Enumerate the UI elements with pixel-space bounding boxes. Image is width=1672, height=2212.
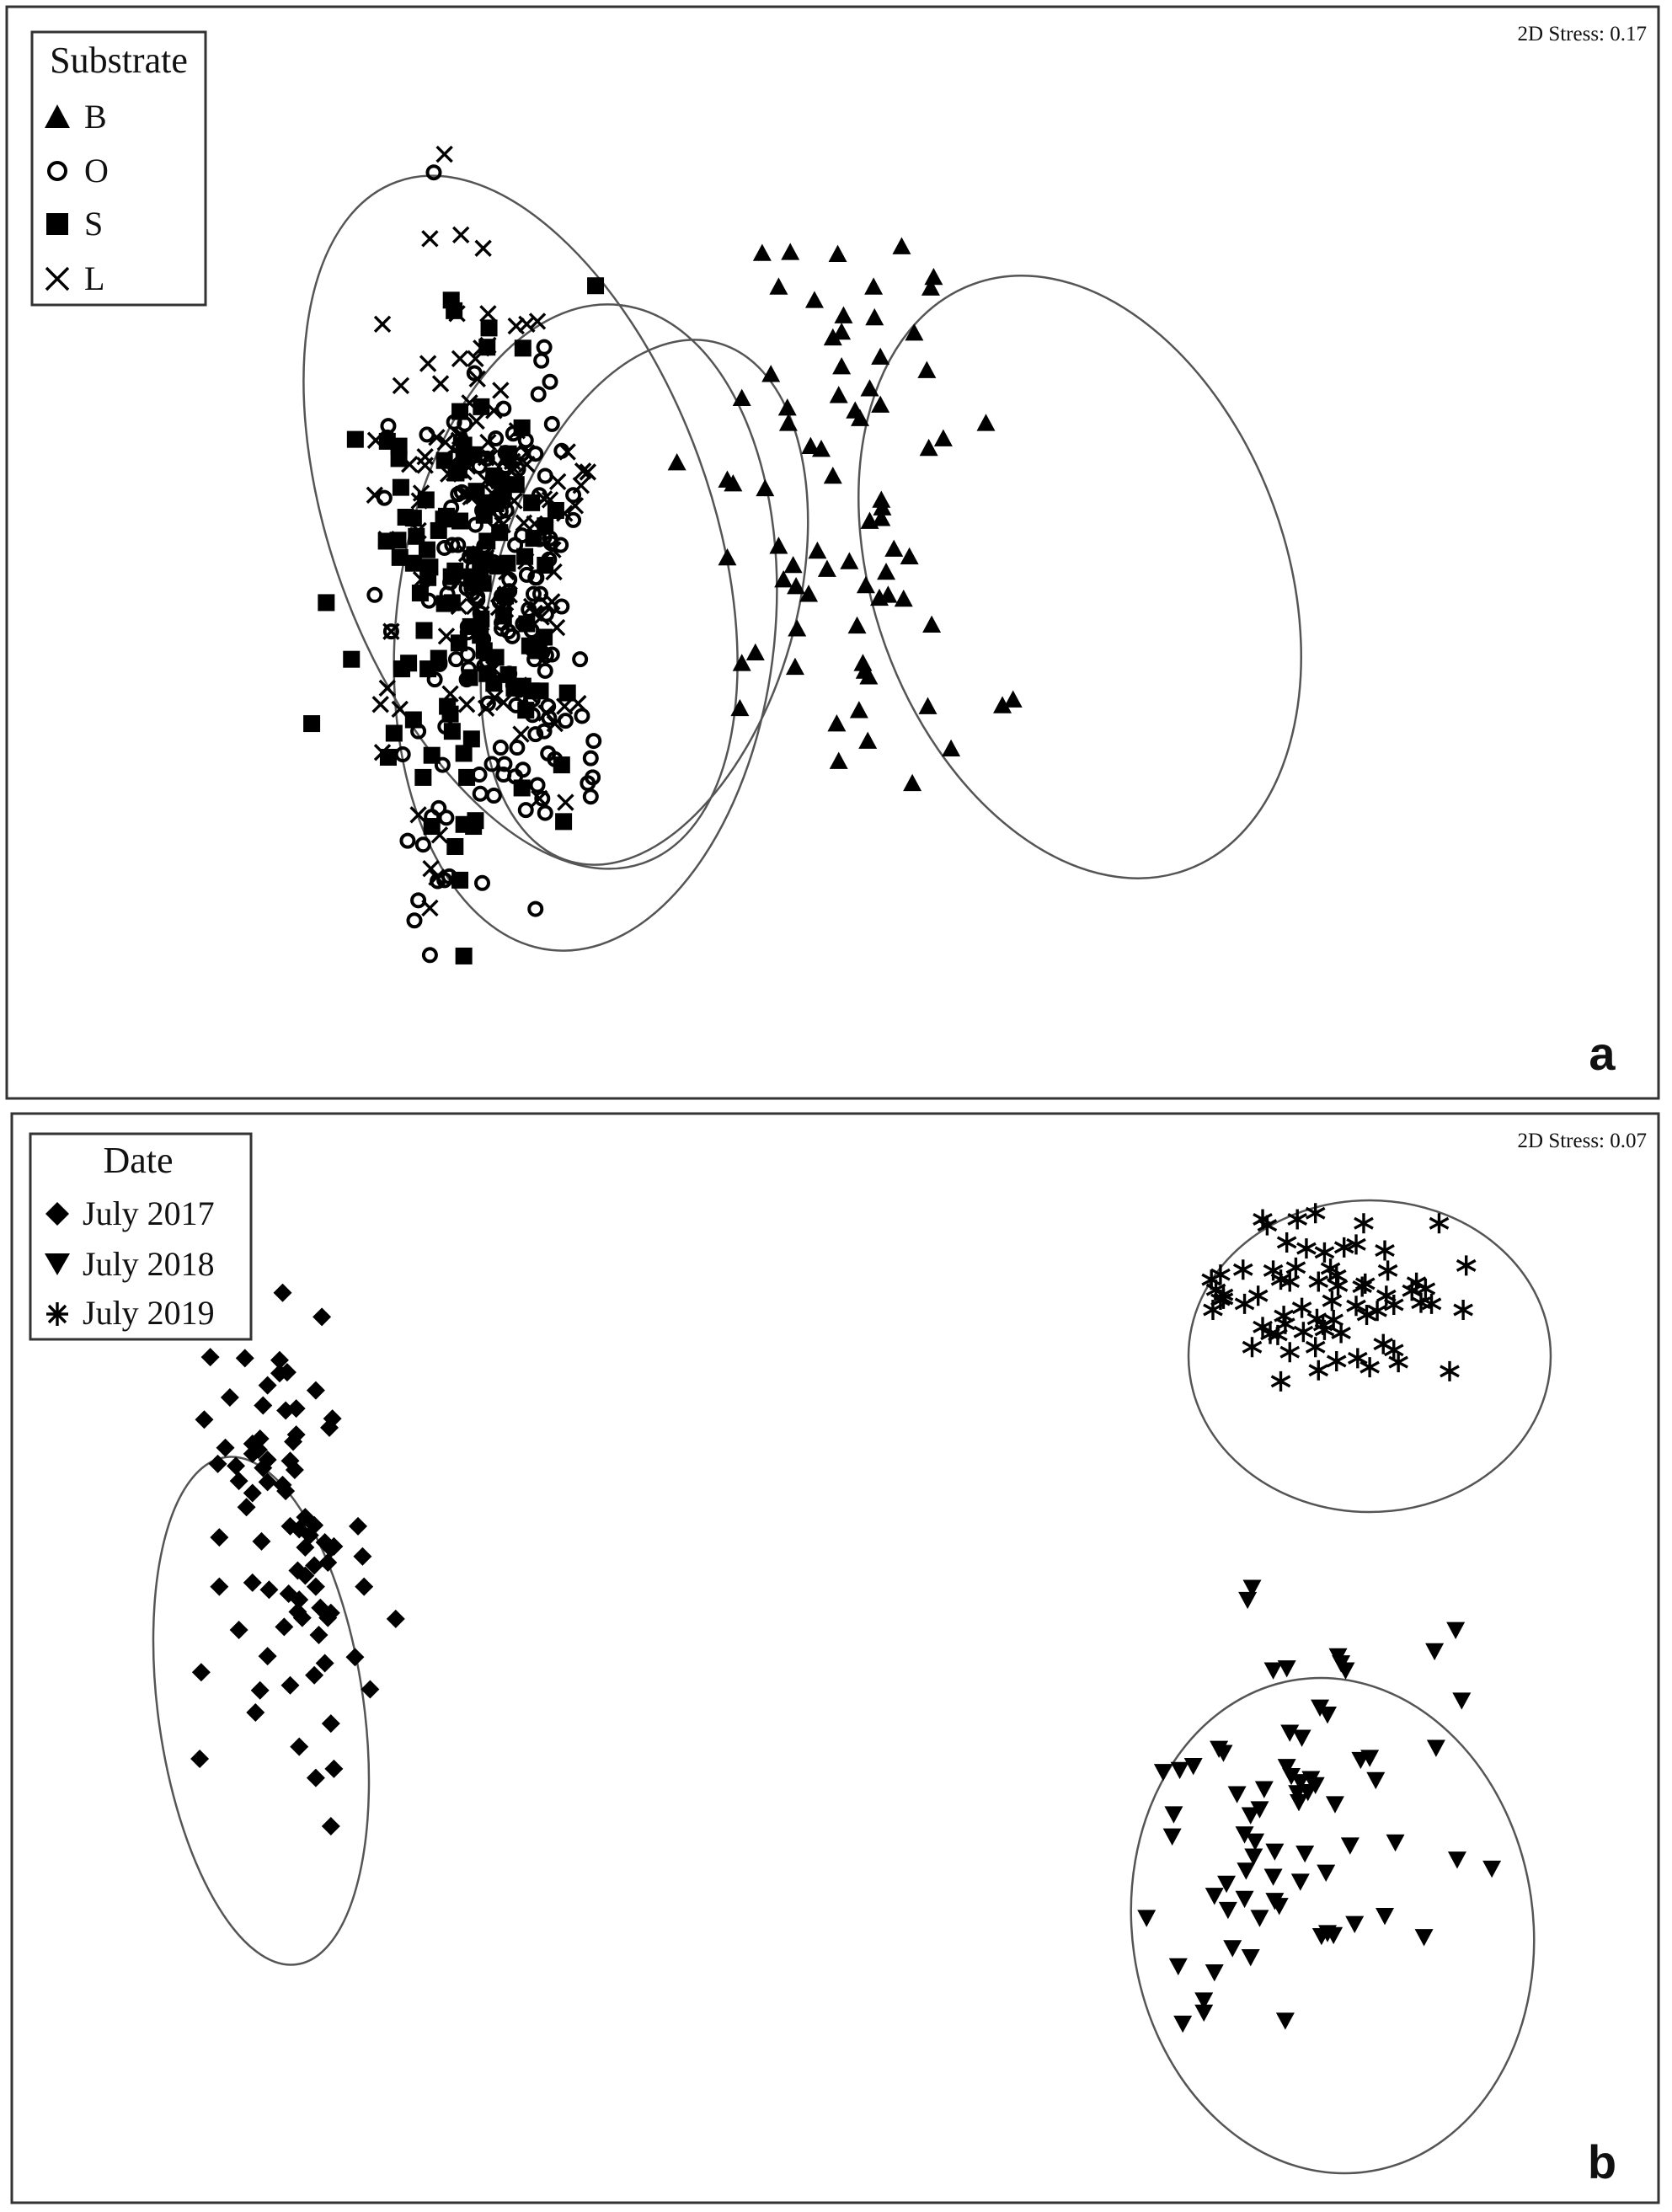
data-point-s [386, 724, 403, 741]
legend-label-L: L [84, 259, 105, 297]
panel-b [12, 1114, 1659, 2203]
data-point-s [458, 769, 475, 786]
data-point-s [517, 702, 534, 719]
data-point-s [424, 747, 441, 764]
panel-a [7, 7, 1659, 1098]
data-point-s [347, 431, 364, 448]
data-point-s [414, 769, 431, 786]
data-point-s [419, 542, 435, 558]
data-point-s [514, 779, 531, 796]
data-point-s [405, 712, 422, 729]
data-point-s [518, 616, 535, 633]
legend-label-july-2018: July 2018 [83, 1245, 215, 1283]
panel-b-legend [30, 1134, 251, 1339]
legend-label-B: B [84, 98, 107, 136]
data-point-s [456, 948, 473, 964]
panel-b-legend-title: Date [103, 1140, 174, 1181]
data-point-s [456, 745, 473, 761]
data-point-s [451, 872, 468, 889]
panel-a-letter: a [1589, 1027, 1616, 1080]
data-point-s [343, 651, 360, 668]
data-point-s [303, 715, 320, 732]
data-point-s [523, 494, 540, 511]
data-point-s [419, 660, 436, 677]
data-point-s [465, 818, 482, 835]
panel-b-frame [12, 1114, 1659, 2203]
data-point-s [393, 479, 409, 496]
data-point-s [525, 530, 542, 547]
data-point-s [515, 339, 532, 356]
panel-b-stress-label: 2D Stress: 0.07 [1517, 1130, 1647, 1152]
data-point-s [463, 730, 480, 747]
legend-label-july-2019: July 2019 [83, 1294, 215, 1332]
legend-label-O: O [84, 152, 109, 190]
data-point-s [318, 594, 334, 611]
data-point-s [481, 319, 498, 336]
legend-label-july-2017: July 2017 [83, 1194, 215, 1232]
data-point-s [436, 452, 453, 469]
data-point-s [439, 698, 456, 715]
legend-filled-square-icon [46, 213, 68, 235]
data-point-s [446, 838, 463, 855]
data-point-s [435, 510, 452, 527]
legend-label-S: S [84, 205, 104, 243]
data-point-s [476, 507, 493, 524]
data-point-s [462, 669, 478, 686]
panel-b-letter: b [1587, 2135, 1617, 2188]
data-point-s [587, 277, 604, 294]
panel-a-frame [7, 7, 1659, 1098]
legend-asterisk-icon [46, 1302, 68, 1326]
data-point-s [393, 660, 410, 677]
data-point-s [553, 756, 570, 773]
panel-a-legend-title: Substrate [50, 40, 188, 81]
data-point-s [555, 813, 572, 830]
data-point-s [436, 596, 453, 612]
panel-a-legend [32, 32, 206, 305]
panel-a-stress-label: 2D Stress: 0.17 [1517, 23, 1647, 45]
data-point-s [478, 532, 495, 549]
data-point-s [444, 723, 461, 740]
data-point-s [416, 622, 433, 638]
